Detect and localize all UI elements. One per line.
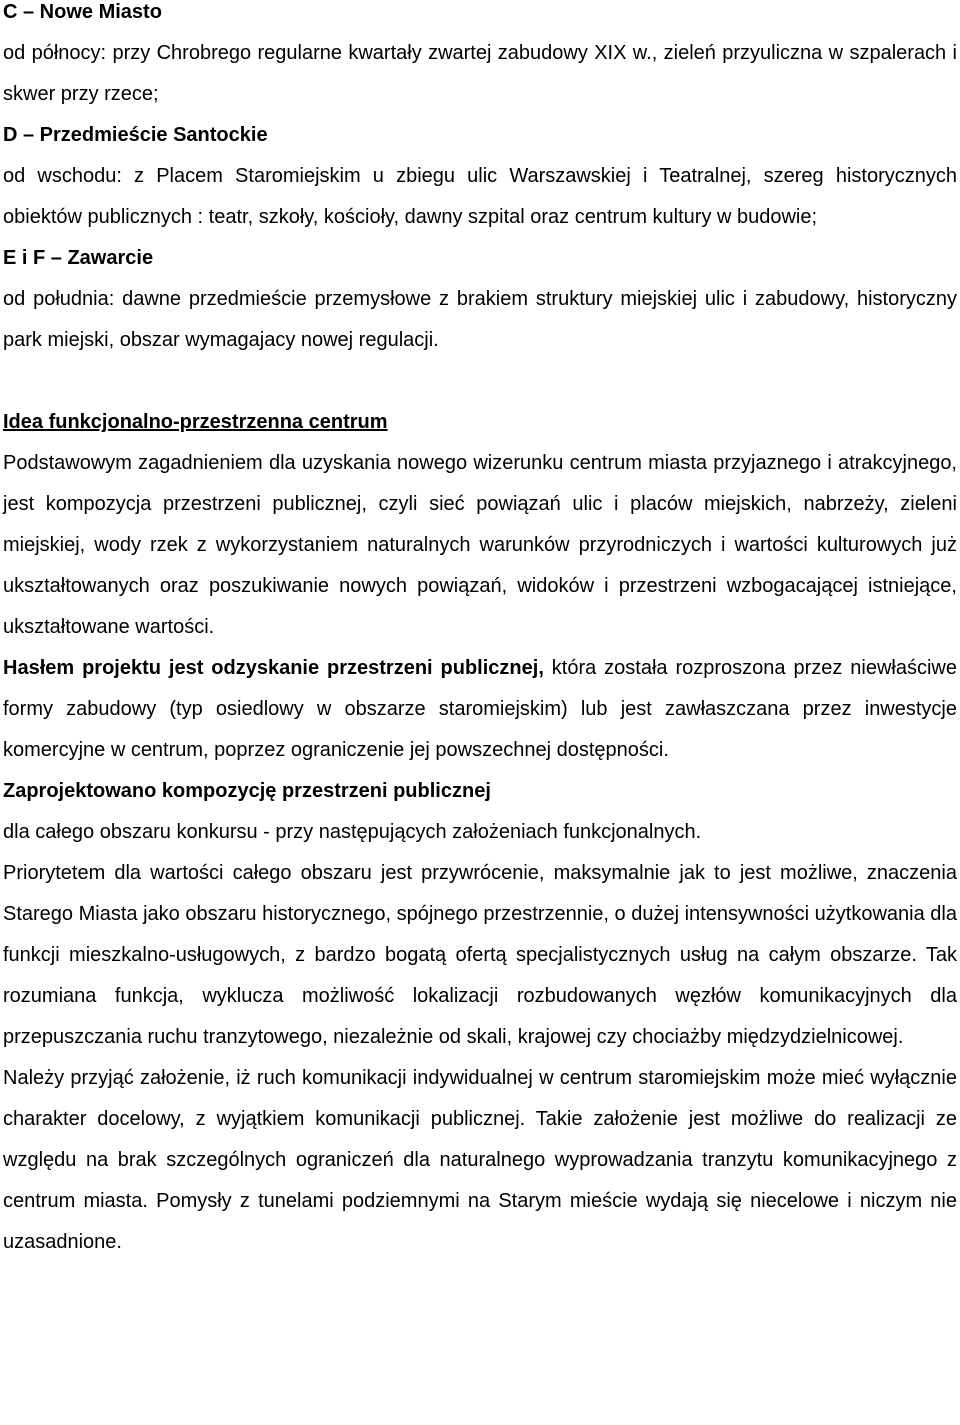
section-ef-heading: E i F – Zawarcie: [3, 247, 154, 269]
project-motto-continuation: która została rozproszona przez niewłaściwe formy zabudowy (typ osiedlowy w obszarze staromiejskim) lub jest zawłaszczana przez inwestycje komercyjne w centrum, poprzez ograniczenie jej powszechnej dostępności.: [3, 657, 957, 761]
idea-paragraph-2: [3, 648, 957, 771]
composition-heading: Zaprojektowano kompozycję przestrzeni publicznej: [3, 780, 491, 802]
section-d-heading: D – Przedmieście Santockie: [3, 124, 268, 146]
section-c-text: od północy: przy Chrobrego regularne kwartały zwartej zabudowy XIX w., zieleń przyuliczna w szpalerach i skwer przy rzece;: [3, 42, 957, 105]
idea-paragraph-5: Należy przyjąć założenie, iż ruch komunikacji indywidualnej w centrum staromiejskim może mieć wyłącznie charakter docelowy, z wyjątkiem komunikacji publicznej. Takie założenie jest możliwe do realizacji ze względu na brak szczególnych ograniczeń dla naturalnego wyprowadzania tranzytu komunikacyjnego z centrum miasta. Pomysły z tunelami podziemnymi na Starym mieście wydają się niecelowe i niczym nie uzasadnione.: [3, 1067, 957, 1253]
idea-paragraph-1: Podstawowym zagadnieniem dla uzyskania nowego wizerunku centrum miasta przyjaznego i atrakcyjnego, jest kompozycja przestrzeni publicznej, czyli sieć powiązań ulic i placów miejskich, nabrzeży, zieleni miejskiej, wody rzek z wykorzystaniem naturalnych warunków przyrodniczych i wartości kulturowych już ukształtowanych oraz poszukiwanie nowych powiązań, widoków i przestrzeni wzbogacającej istniejące, ukształtowane wartości.: [3, 452, 957, 638]
section-ef-text: od południa: dawne przedmieście przemysłowe z brakiem struktury miejskiej ulic i zabudowy, historyczny park miejski, obszar wymagajacy nowej regulacji.: [3, 288, 957, 351]
idea-heading-line: [3, 402, 957, 443]
idea-heading: Idea funkcjonalno-przestrzenna centrum: [3, 411, 388, 433]
idea-paragraph-4: Priorytetem dla wartości całego obszaru jest przywrócenie, maksymalnie jak to jest możliwe, znaczenia Starego Miasta jako obszaru historycznego, spójnego przestrzennie, o dużej intensywności użytkowania dla funkcji mieszkalno-usługowych, z bardzo bogatą ofertą specjalistycznych usług na całym obszarze. Tak rozumiana funkcja, wyklucza możliwość lokalizacji rozbudowanych węzłów komunikacyjnych dla przepuszczania ruchu tranzytowego, niezależnie od skali, krajowej czy chociażby międzydzielnicowej.: [3, 862, 957, 1048]
document-page: [3, 0, 957, 1263]
idea-paragraph-3: dla całego obszaru konkursu - przy następujących założeniach funkcjonalnych.: [3, 821, 702, 843]
section-d-text: od wschodu: z Placem Staromiejskim u zbiegu ulic Warszawskiej i Teatralnej, szereg historycznych obiektów publicznych : teatr, szkoły, kościoły, dawny szpital oraz centrum kultury w budowie;: [3, 165, 957, 228]
project-motto: Hasłem projektu jest odzyskanie przestrzeni publicznej,: [3, 657, 544, 679]
paragraph-gap: [3, 361, 957, 402]
section-c-heading: C – Nowe Miasto: [3, 1, 162, 23]
